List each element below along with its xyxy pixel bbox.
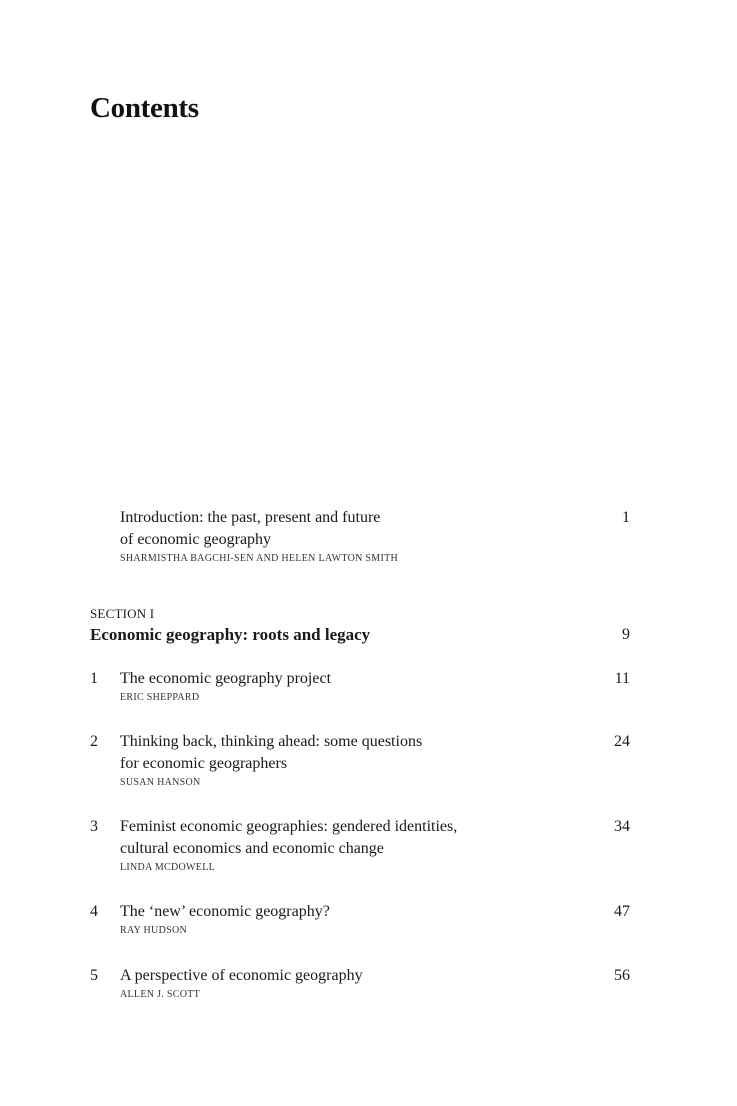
chapter-page-number: 56 — [614, 967, 630, 984]
entry-number — [90, 507, 120, 566]
chapter-author: LINDA MCDOWELL — [120, 862, 216, 873]
entry-author: SHARMISTHA BAGCHI-SEN AND HELEN LAWTON SMITH — [120, 553, 399, 564]
chapter-page-number: 47 — [614, 903, 630, 920]
chapter-number: 3 — [90, 818, 98, 835]
entry-title-line-2: of economic geography — [120, 531, 272, 548]
chapter-page-number: 24 — [614, 733, 630, 750]
toc-entry-chapter-5[interactable] — [90, 965, 630, 1002]
chapter-number: 2 — [90, 733, 98, 750]
toc-entry-chapter-4[interactable] — [90, 901, 630, 938]
toc-entry-chapter-3[interactable] — [90, 816, 630, 875]
chapter-page-number: 11 — [614, 670, 630, 687]
chapter-author: RAY HUDSON — [120, 925, 187, 936]
section-label: SECTION I — [90, 606, 155, 621]
toc-entry-chapter-1[interactable] — [90, 668, 630, 705]
chapter-title-line-1: Feminist economic geographies: gendered identities, — [120, 818, 458, 835]
page-title: Contents — [90, 92, 199, 124]
chapter-title-line-2: for economic geographers — [120, 755, 288, 772]
chapter-author: ERIC SHEPPARD — [120, 692, 200, 703]
chapter-title-line-1: The ‘new’ economic geography? — [120, 903, 330, 920]
chapter-number: 5 — [90, 967, 98, 984]
chapter-number: 4 — [90, 903, 98, 920]
chapter-author: ALLEN J. SCOTT — [120, 989, 201, 1000]
chapter-title-line-1: The economic geography project — [120, 670, 332, 687]
chapter-author: SUSAN HANSON — [120, 777, 201, 788]
chapter-page-number: 34 — [614, 818, 630, 835]
section-page-number: 9 — [622, 626, 630, 643]
entry-page-number: 1 — [622, 509, 630, 526]
chapter-title-line-1: Thinking back, thinking ahead: some questions — [120, 733, 423, 750]
chapter-title-line-1: A perspective of economic geography — [120, 967, 363, 984]
toc-entry-chapter-2[interactable] — [90, 731, 630, 790]
section-heading[interactable] — [90, 623, 630, 647]
toc-entry-introduction[interactable] — [90, 507, 630, 566]
chapter-title-line-2: cultural economics and economic change — [120, 840, 384, 857]
entry-title-line-1: Introduction: the past, present and future — [120, 509, 381, 526]
section-heading-text: Economic geography: roots and legacy — [90, 625, 371, 644]
chapter-number: 1 — [90, 670, 98, 687]
